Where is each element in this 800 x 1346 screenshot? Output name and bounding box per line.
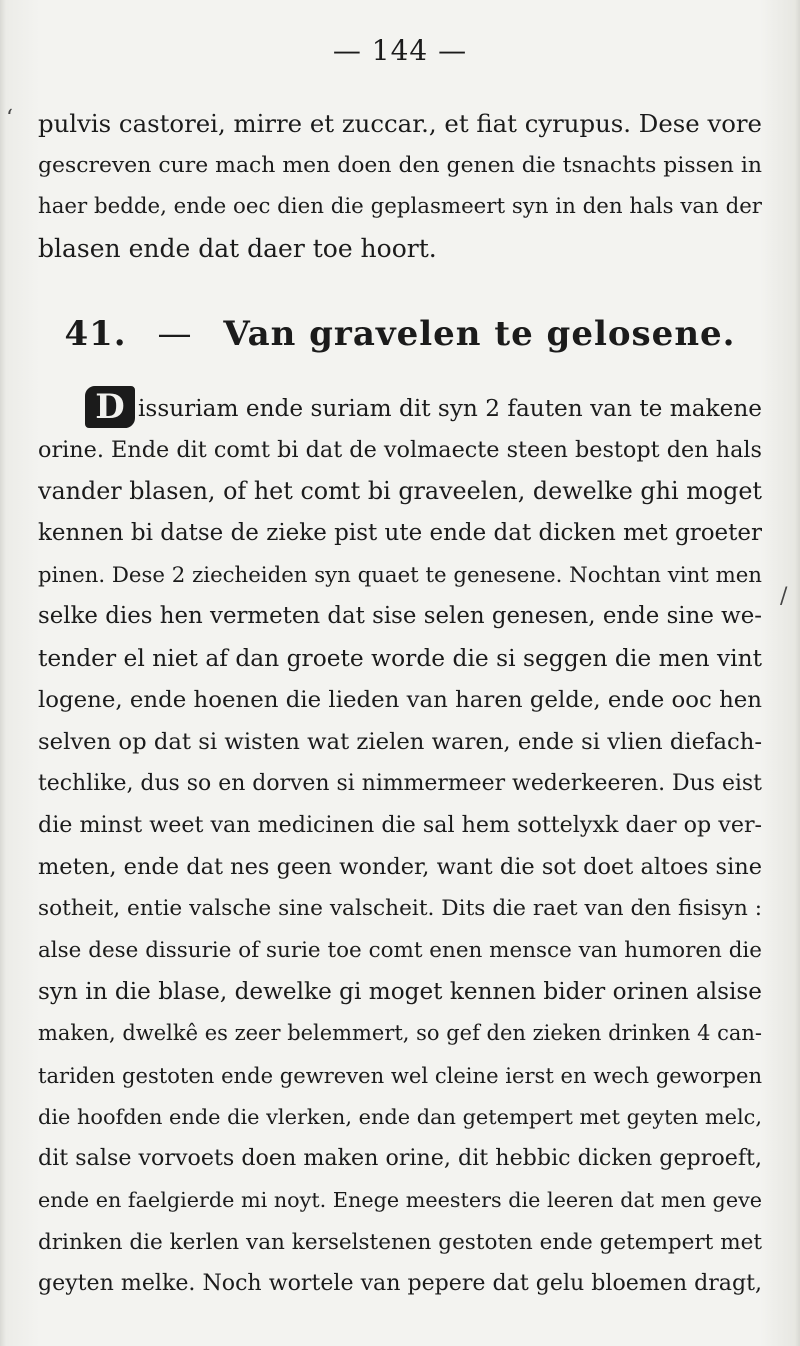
text-line: logene, ende hoenen die lieden van haren gelde, ende ooc hen — [38, 686, 762, 713]
text-line: orine. Ende dit comt bi dat de volmaecte steen bestopt den hals — [38, 436, 762, 463]
margin-mark-right: / — [780, 584, 788, 609]
text-line: pulvis castorei, mirre et zuccar., et fiat cyrupus. Dese vore — [38, 109, 762, 138]
chapter-number: 41. — [64, 314, 127, 354]
text-line: ende en faelgierde mi noyt. Enege meesters die leeren dat men geve — [38, 1188, 762, 1213]
text-line: kennen bi datse de zieke pist ute ende dat dicken met groeter — [38, 520, 762, 547]
paragraph-2 — [38, 388, 762, 1305]
text-line: issuriam ende suriam dit syn 2 fauten van te makene — [138, 395, 762, 422]
text-line: selke dies hen vermeten dat sise selen genesen, ende sine we- — [38, 603, 762, 630]
text-line: pinen. Dese 2 ziecheiden syn quaet te genesene. Nochtan vint men — [38, 562, 762, 588]
text-line: haer bedde, ende oec dien die geplasmeert syn in den hals van der — [38, 194, 762, 220]
text-line: gescreven cure mach men doen den genen die tsnachts pissen in — [38, 152, 762, 178]
text-line: blasen ende dat daer toe hoort. — [38, 234, 437, 264]
text-line: die minst weet van medicinen die sal hem sottelyxk daer op ver- — [38, 811, 762, 838]
chapter-title: Van gravelen te gelosene. — [223, 314, 736, 354]
paragraph-1 — [38, 103, 762, 270]
text-line: maken, dwelkê es zeer belemmert, so gef den zieken drinken 4 can- — [38, 1021, 762, 1046]
text-line: tariden gestoten ende gewreven wel cleine ierst en wech geworpen — [38, 1063, 762, 1088]
page-number: — 144 — — [332, 34, 468, 67]
text-line: dit salse vorvoets doen maken orine, dit hebbic dicken geproeft, — [38, 1145, 762, 1172]
text-line: drinken die kerlen van kerselstenen gestoten ende getempert met — [38, 1229, 762, 1255]
chapter-heading — [0, 314, 800, 354]
text-line: syn in die blase, dewelke gi moget kennen bider orinen alsise — [38, 978, 762, 1005]
text-line: meten, ende dat nes geen wonder, want die sot doet altoes sine — [38, 853, 762, 880]
margin-mark-left: ‘ — [6, 106, 13, 131]
text-line: selven op dat si wisten wat zielen waren, ende si vlien diefach- — [38, 728, 762, 755]
text-line: die hoofden ende die vlerken, ende dan getempert met geyten melc, — [38, 1104, 762, 1129]
decorated-initial: D — [85, 386, 135, 428]
text-line: tender el niet af dan groete worde die si seggen die men vint — [38, 644, 762, 673]
text-line: geyten melke. Noch wortele van pepere dat gelu bloemen dragt, — [38, 1270, 762, 1297]
text-line: vander blasen, of het comt bi graveelen, dewelke ghi moget — [38, 477, 762, 506]
heading-dash: — — [157, 314, 193, 354]
text-line: sotheit, entie valsche sine valscheit. Dits die raet van den fisisyn : — [38, 896, 762, 922]
text-line: alse dese dissurie of surie toe comt enen mensce van humoren die — [38, 937, 762, 963]
text-line: techlike, dus so en dorven si nimmermeer wederkeeren. Dus eist — [38, 771, 762, 797]
